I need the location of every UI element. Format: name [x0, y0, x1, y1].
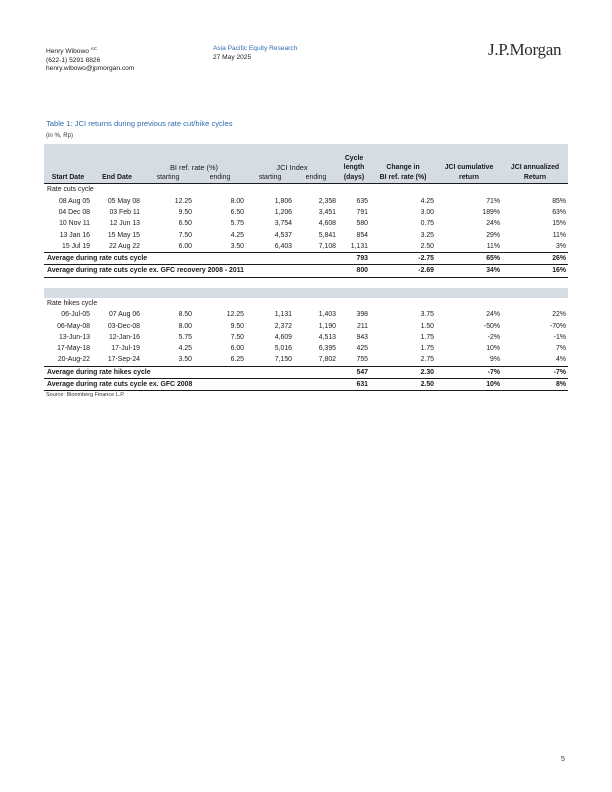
avg-rate-hikes-cum: -7% [436, 366, 502, 378]
table-cell: 3% [556, 242, 567, 250]
table-cell: 12 Jun 13 [109, 220, 140, 228]
table-cell: 755 [356, 356, 369, 364]
table-cell: 05 May 08 [107, 197, 140, 205]
table-cell: 4% [556, 356, 567, 364]
table-cell: 6.25 [230, 356, 244, 364]
table-cell: 12.25 [226, 311, 244, 319]
avg-rate-hikes-days: 547 [338, 366, 370, 378]
avg-rate-cuts [44, 252, 568, 264]
table-cell: 8.00 [178, 322, 192, 330]
table-cell: 8.50 [178, 311, 192, 319]
table-cell: 03 Feb 11 [109, 208, 140, 216]
table-cell: 3.75 [420, 311, 435, 319]
table-cell: 635 [356, 197, 369, 205]
avg-rate-cuts-ex-gfc-2008-cum: 10% [436, 378, 502, 390]
table-cell: 6.50 [230, 208, 244, 216]
table-cell: 10 Nov 11 [59, 220, 90, 228]
avg-rate-cuts-ex-gfc-2008-days: 631 [338, 378, 370, 390]
avg-rate-cuts-ex-gfc-2008-change: 2.50 [370, 378, 436, 390]
table-cell: 13-Jun-13 [58, 333, 90, 341]
table-cell: 13 Jan 16 [59, 231, 90, 239]
table-cell: 2.50 [420, 242, 435, 250]
group-header-ann-return: JCI annualized [502, 144, 568, 172]
table-cell: 854 [356, 231, 369, 239]
table-cell: 63% [552, 208, 567, 216]
table-cell: 943 [356, 333, 369, 341]
avg-rate-cuts-ex-gfc-2008 [44, 378, 568, 390]
table-cell: 08 Aug 05 [58, 197, 90, 205]
report-info [213, 45, 297, 62]
table-row [44, 196, 568, 207]
section-rate-cuts-label: Rate cuts cycle [47, 186, 94, 194]
table-cell: 6,395 [318, 345, 337, 353]
header-bi-ending: ending [194, 172, 246, 184]
jpmorgan-logo: J.P.Morgan [488, 40, 562, 59]
header-ann-return: Return [502, 172, 568, 184]
table-cell: 3,754 [274, 220, 292, 228]
author-email[interactable]: henry.wibowo@jpmorgan.com [46, 65, 135, 73]
table-title: Table 1: JCI returns during previous rate cut/hike cycles [46, 119, 233, 128]
table-cell: 4.25 [230, 231, 244, 239]
header-bi-ref-rate: BI ref. rate (%) [370, 172, 436, 184]
table-cell: 211 [357, 322, 369, 330]
avg-rate-cuts-days: 793 [338, 252, 370, 264]
table-cell: 4.25 [178, 345, 192, 353]
table-cell: 398 [356, 311, 369, 319]
table-cell: 15% [552, 220, 567, 228]
section-rate-hikes [44, 298, 568, 310]
table-cell: 8.00 [230, 197, 244, 205]
table-cell: 6.00 [178, 242, 192, 250]
table-cell: 7.50 [230, 333, 244, 341]
header-cum-return: return [436, 172, 502, 184]
table-row [44, 320, 568, 331]
avg-rate-cuts-ex-gfc [44, 265, 568, 277]
table-cell: 20-Aug-22 [57, 356, 90, 364]
header-jci-ending: ending [294, 172, 338, 184]
table-cell: 1.75 [420, 333, 435, 341]
table-cell: 3.50 [230, 242, 244, 250]
table-cell: 17-Jul-19 [111, 345, 140, 353]
avg-rate-cuts-ex-gfc-2008-label: Average during rate cuts cycle ex. GFC 2008 [44, 378, 338, 390]
table-cell: 07 Aug 06 [108, 311, 140, 319]
group-header-jci-index: JCI Index [246, 144, 338, 172]
table-row [44, 207, 568, 218]
table-cell: 5.75 [178, 333, 192, 341]
avg-rate-cuts-label: Average during rate cuts cycle [44, 252, 338, 264]
table-cell: 0.75 [420, 220, 435, 228]
source-note: Source: Bloomberg Finance L.P. [46, 392, 125, 398]
table-cell: 1,131 [350, 242, 369, 250]
group-header-cycle-length: Cycle length [338, 144, 370, 172]
author-block [46, 45, 134, 74]
table-cell: 1,206 [274, 208, 292, 216]
table-cell: -70% [549, 322, 567, 330]
avg-rate-cuts-ex-gfc-ann: 16% [502, 265, 568, 277]
avg-rate-cuts-ex-gfc-2008-ann: 8% [502, 378, 568, 390]
header-start-date: Start Date [44, 172, 92, 184]
spacer-row [44, 277, 568, 288]
table-cell: 5.75 [230, 220, 244, 228]
table-cell: 2,372 [274, 322, 292, 330]
header-end-date: End Date [92, 172, 142, 184]
table-subtitle: (in %, Rp) [46, 132, 74, 139]
group-header-cum-return: JCI cumulative [436, 144, 502, 172]
table-cell: 29% [486, 231, 501, 239]
table-cell: 11% [552, 231, 567, 239]
table-cell: 2.75 [420, 356, 435, 364]
author-name: Henry Wibowo [46, 48, 89, 55]
table-cell: -50% [483, 322, 501, 330]
table-cell: 7,802 [318, 356, 337, 364]
report-date: 27 May 2025 [213, 53, 252, 61]
table-cell: 6.50 [178, 220, 192, 228]
table-cell: 71% [486, 197, 501, 205]
author-phone: (622-1) 5291 8826 [46, 56, 101, 64]
avg-rate-hikes-label: Average during rate hikes cycle [44, 366, 338, 378]
table-cell: 1,806 [274, 197, 292, 205]
avg-rate-hikes [44, 366, 568, 378]
table-cell: 10% [486, 345, 501, 353]
header-jci-starting: starting [246, 172, 294, 184]
table-cell: 5,016 [274, 345, 292, 353]
table-row [44, 241, 568, 253]
table-cell: 12.25 [174, 197, 192, 205]
avg-rate-cuts-ex-gfc-label: Average during rate cuts cycle ex. GFC recovery 2008 - 2011 [44, 265, 338, 277]
table-cell: 4,537 [274, 231, 292, 239]
table-cell: 6,403 [274, 242, 292, 250]
avg-rate-hikes-ann: -7% [502, 366, 568, 378]
avg-rate-cuts-cum: 65% [436, 252, 502, 264]
author-certification: AC [90, 46, 97, 51]
table-cell: 22% [552, 311, 567, 319]
table-cell: 4.25 [420, 197, 435, 205]
table-row [44, 309, 568, 320]
avg-rate-hikes-change: 2.30 [370, 366, 436, 378]
table-cell: 3,451 [318, 208, 337, 216]
table-cell: 06-Jul-05 [61, 311, 90, 319]
avg-rate-cuts-ann: 26% [502, 252, 568, 264]
group-header-bi-rate: BI ref. rate (%) [142, 144, 246, 172]
table-cell: 12-Jan-16 [108, 333, 140, 341]
table-row [44, 229, 568, 240]
avg-rate-cuts-ex-gfc-change: -2.69 [370, 265, 436, 277]
table-cell: 1,131 [274, 311, 292, 319]
table-cell: 7,150 [274, 356, 292, 364]
table-row [44, 343, 568, 354]
table-cell: 9.50 [178, 208, 192, 216]
table-body [44, 184, 568, 391]
page-number: 5 [561, 756, 565, 763]
table-cell: 1.75 [420, 345, 435, 353]
table-cell: 6.00 [230, 345, 244, 353]
table-cell: 22 Aug 22 [108, 242, 140, 250]
table-cell: 1,190 [318, 322, 337, 330]
section-rate-cuts [44, 184, 568, 196]
table-cell: 15 May 15 [107, 231, 140, 239]
table-cell: 24% [486, 220, 501, 228]
returns-table [44, 144, 568, 391]
header-days: (days) [338, 172, 370, 184]
table-cell: 189% [482, 208, 501, 216]
table-row [44, 354, 568, 366]
table-cell: 2,358 [318, 197, 337, 205]
table-cell: 85% [552, 197, 567, 205]
avg-rate-cuts-ex-gfc-days: 800 [338, 265, 370, 277]
table-cell: 24% [486, 311, 501, 319]
table-cell: 3.25 [420, 231, 435, 239]
table-cell: 4,609 [274, 333, 292, 341]
table-row [44, 218, 568, 229]
table-cell: 04 Dec 08 [58, 208, 90, 216]
avg-rate-cuts-change: -2.75 [370, 252, 436, 264]
table-cell: 7.50 [178, 231, 192, 239]
report-type: Asia Pacific Equity Research [213, 45, 298, 52]
table-cell: -1% [553, 333, 567, 341]
table-cell: 4,513 [318, 333, 337, 341]
table-cell: 7,108 [318, 242, 337, 250]
table-cell: 3.00 [420, 208, 435, 216]
table-cell: 03-Dec-08 [107, 322, 140, 330]
table-cell: 5,841 [318, 231, 337, 239]
table-cell: 1,403 [318, 311, 337, 319]
table-cell: 9% [490, 356, 501, 364]
table-cell: 17-Sep-24 [107, 356, 140, 364]
header-bi-starting: starting [142, 172, 194, 184]
table-cell: 15 Jul 19 [62, 242, 90, 250]
table-cell: 9.50 [230, 322, 244, 330]
section-rate-hikes-label: Rate hikes cycle [47, 299, 98, 307]
table-cell: -2% [487, 333, 501, 341]
group-header-change: Change in [370, 144, 436, 172]
avg-rate-cuts-ex-gfc-cum: 34% [436, 265, 502, 277]
table-cell: 17-May-18 [57, 345, 90, 353]
table-cell: 06-May-08 [57, 322, 90, 330]
table-row [44, 332, 568, 343]
table-cell: 4,608 [318, 220, 337, 228]
table-cell: 11% [486, 242, 501, 250]
table-cell: 580 [356, 220, 369, 228]
table-cell: 791 [356, 208, 369, 216]
table-cell: 425 [356, 345, 369, 353]
table-cell: 1.50 [420, 322, 435, 330]
table-cell: 7% [556, 345, 567, 353]
shaded-divider-row [44, 288, 568, 298]
table-cell: 3.50 [178, 356, 192, 364]
